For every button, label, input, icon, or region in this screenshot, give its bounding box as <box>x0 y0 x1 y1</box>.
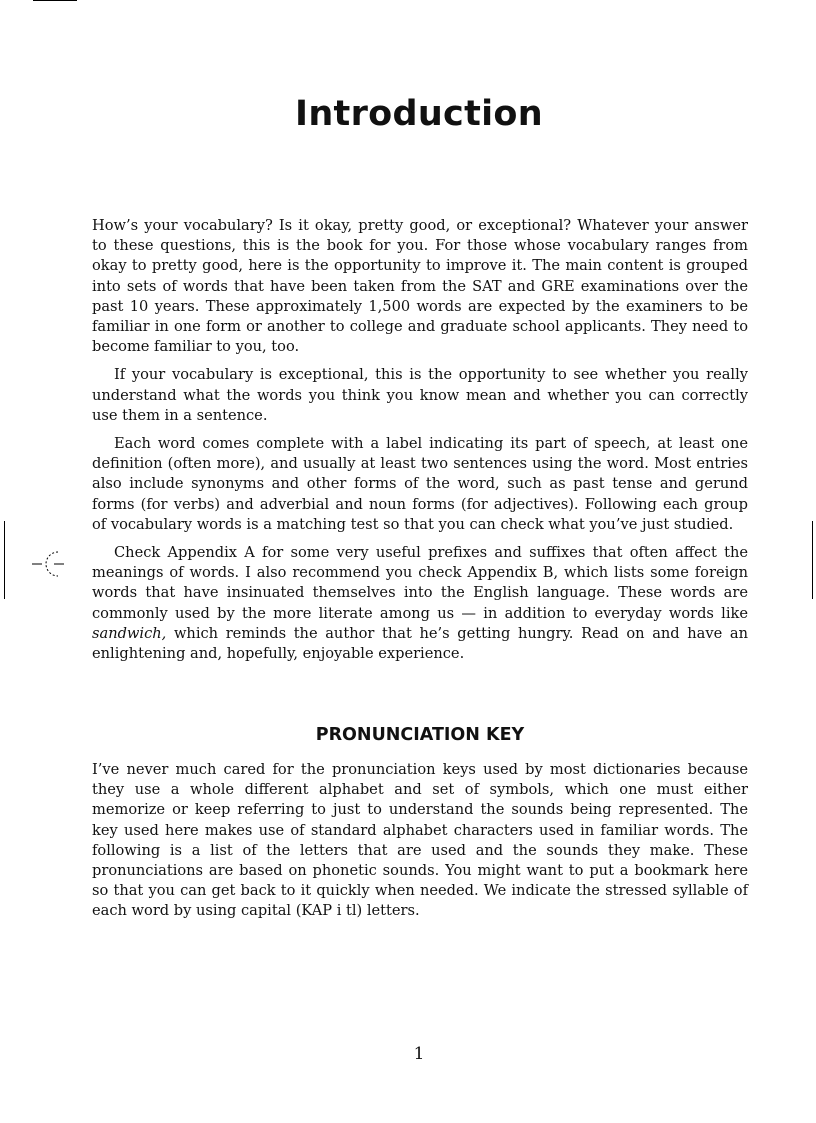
paragraph: If your vocabulary is exceptional, this is the opportunity to see whether you really understand what the words you think you know mean and whether you can correctly use them in a sentence. <box>92 366 748 424</box>
paragraph-text: Check Appendix A for some very useful prefixes and suffixes that often affect the meanings of words. I also recommend you check Appendix B, which lists some foreign words that have insinuated themselves into the English language. These words are commonly used by the more literate among us — in addition to everyday words like <box>92 544 748 622</box>
crop-mark-left <box>4 521 5 599</box>
section-paragraph: I’ve never much cared for the pronunciation keys used by most dictionaries because they use a whole different alphabet and set of symbols, which one must either memorize or keep referring to just to understand the sounds being represented. The key used here makes use of standard alphabet characters used in familiar words. The following is a list of the letters that are used and the sounds they make. These pronunciations are based on phonetic sounds. You might want to put a bookmark here so that you can get back to it quickly when needed. We indicate the stressed syllable of each word by using capital (KAP i tl) letters. <box>92 761 748 920</box>
paragraph-appendix <box>92 543 748 664</box>
page-number: 1 <box>413 1044 425 1064</box>
italic-term: sandwich, <box>92 624 167 642</box>
section-heading: PRONUNCIATION KEY <box>315 725 525 745</box>
crop-mark-right <box>812 521 813 599</box>
crop-mark-top <box>33 0 77 1</box>
paragraph: Each word comes complete with a label indicating its part of speech, at least one definition (often more), and usually at least two sentences using the word. Most entries also include synonyms and other forms of the word, such as past tense and gerund forms (for verbs) and adverbial and noun forms (for adjectives). Following each group of vocabulary words is a matching test so that you can check what you’ve just studied. <box>92 435 748 533</box>
paragraph-text: which reminds the author that he’s getting hungry. Read on and have an enlightening and, hopefully, enjoyable experience. <box>92 624 748 663</box>
registration-mark-icon <box>32 548 64 580</box>
intro-body <box>92 216 748 664</box>
chapter-title: Introduction <box>295 94 543 134</box>
paragraph: How’s your vocabulary? Is it okay, pretty good, or exceptional? Whatever your answer to these questions, this is the book for you. For those whose vocabulary ranges from okay to pretty good, here is the opportunity to improve it. The main content is grouped into sets of words that have been taken from the SAT and GRE examinations over the past 10 years. These approximately 1,500 words are expected by the examiners to be familiar in one form or another to college and graduate school applicants. They need to become familiar to you, too. <box>92 217 748 356</box>
